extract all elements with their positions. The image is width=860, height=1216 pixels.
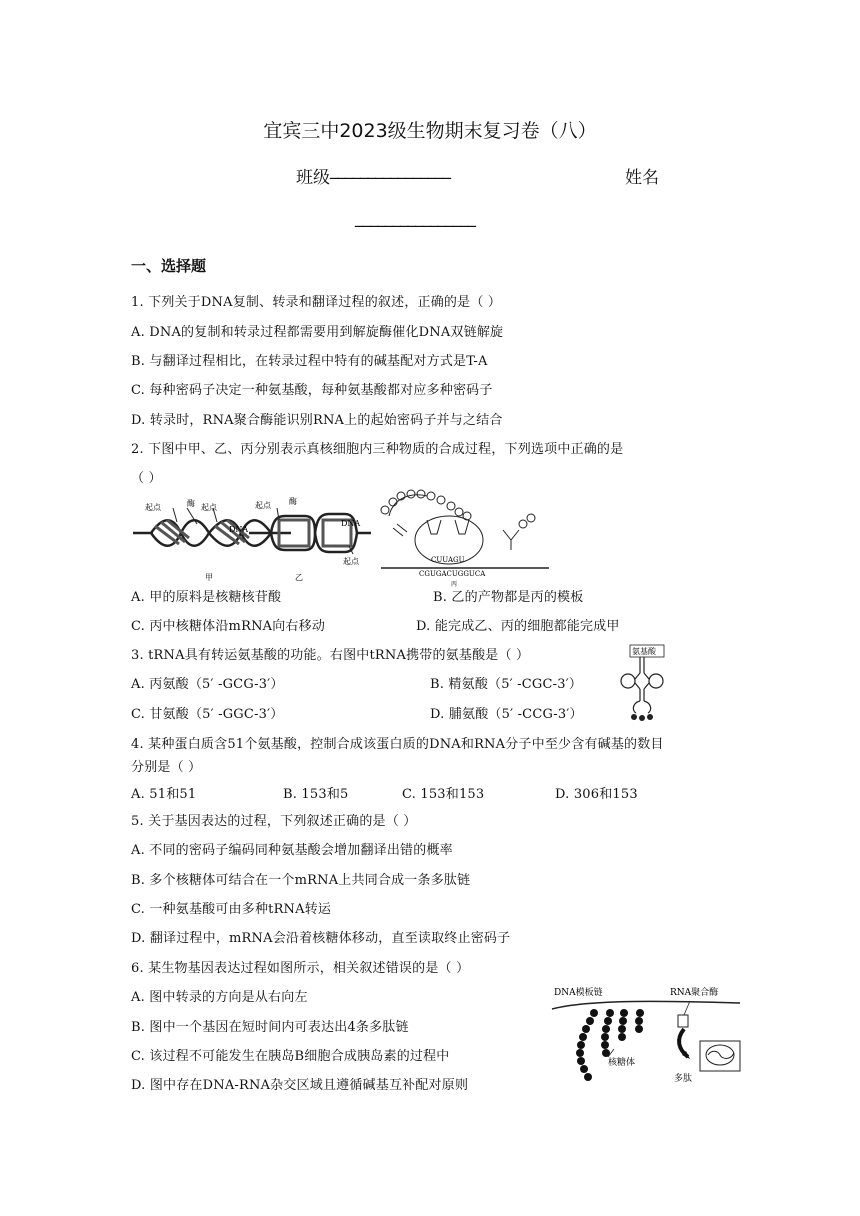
trna-figure — [618, 643, 668, 723]
q1-option-d: D. 转录时，RNA聚合酶能识别RNA上的起始密码子并与之结合 — [131, 413, 503, 428]
section-heading: 一、选择题 — [131, 257, 207, 275]
q1-stem: 1. 下列关于DNA复制、转录和翻译过程的叙述，正确的是（ ） — [131, 295, 502, 310]
class-blank: ________________ — [330, 160, 450, 180]
fig2-dna-label-1: DNA — [229, 525, 249, 534]
q1-option-a: A. DNA的复制和转录过程都需要用到解旋酶催化DNA双链解旋 — [131, 325, 504, 340]
ribosome-label: 核糖体 — [608, 1058, 636, 1068]
q3-option-c: C. 甘氨酸（5′ -GGC-3′） — [131, 707, 284, 722]
q2-option-a: A. 甲的原料是核糖核苷酸 — [131, 590, 282, 605]
translation-diagram — [381, 490, 549, 568]
fig2-bing-label: 丙 — [451, 581, 458, 588]
fig2-jia-label: 甲 — [205, 573, 213, 582]
q6-option-d: D. 图中存在DNA-RNA杂交区域且遵循碱基互补配对原则 — [131, 1078, 469, 1093]
class-label: 班级 — [296, 168, 330, 188]
q2-option-c: C. 丙中核糖体沿mRNA向右移动 — [131, 619, 326, 634]
page-title: 宜宾三中2023级生物期末复习卷（八） — [263, 120, 597, 142]
q6-option-b: B. 图中一个基因在短时间内可表达出4条多肽链 — [131, 1020, 409, 1035]
name-label: 姓名 — [625, 168, 659, 188]
q3-stem: 3. tRNA具有转运氨基酸的功能。右图中tRNA携带的氨基酸是（ ） — [131, 648, 530, 663]
q2-figure — [131, 488, 551, 588]
q4-option-b: B. 153和5 — [283, 787, 349, 802]
fig2-mei-label: 酶 — [187, 499, 195, 508]
q2-stem: 2. 下图中甲、乙、丙分别表示真核细胞内三种物质的合成过程，下列选项中正确的是 — [131, 442, 624, 457]
q5-option-d: D. 翻译过程中，mRNA会沿着核糖体移动，直至读取终止密码子 — [131, 931, 511, 946]
fig2-qidian-label-4: 起点 — [343, 557, 359, 566]
q6-option-c: C. 该过程不可能发生在胰岛B细胞合成胰岛素的过程中 — [131, 1049, 450, 1064]
q3-option-a: A. 丙氨酸（5′ -GCG-3′） — [131, 677, 284, 692]
q4-option-c: C. 153和153 — [402, 787, 485, 802]
replication-diagram — [133, 508, 291, 546]
q1-option-c: C. 每种密码子决定一种氨基酸，每种氨基酸都对应多种密码子 — [131, 383, 493, 398]
q3-option-b: B. 精氨酸（5′ -CGC-3′） — [430, 677, 583, 692]
dna-template-label: DNA模板链 — [554, 988, 603, 998]
q4-option-d: D. 306和153 — [555, 787, 638, 802]
q2-option-d: D. 能完成乙、丙的细胞都能完成甲 — [416, 619, 620, 634]
fig2-qidian-label-1: 起点 — [145, 503, 161, 512]
q6-stem: 6. 某生物基因表达过程如图所示，相关叙述错误的是（ ） — [131, 961, 470, 976]
q5-option-b: B. 多个核糖体可结合在一个mRNA上共同合成一条多肽链 — [131, 873, 471, 888]
q5-option-a: A. 不同的密码子编码同种氨基酸会增加翻译出错的概率 — [131, 843, 453, 858]
q6-option-a: A. 图中转录的方向是从右向左 — [131, 990, 308, 1005]
q2-stem-paren: （ ） — [131, 471, 162, 486]
name-blank: ________________ — [355, 208, 475, 228]
q4-stem: 4. 某种蛋白质含51个氨基酸，控制合成该蛋白质的DNA和RNA分子中至少含有碱基的数目 — [131, 737, 664, 752]
fig2-seq-bottom: CGUGACUGGUCA — [419, 570, 486, 578]
peptide-label: 多肽 — [674, 1074, 693, 1084]
fig2-qidian-label-2: 起点 — [201, 503, 217, 512]
q3-option-d: D. 脯氨酸（5′ -CCG-3′） — [430, 707, 583, 722]
rna-polymerase-label: RNA聚合酶 — [670, 988, 719, 998]
fig2-seq-top: CUUAGU — [431, 556, 465, 564]
q4-option-a: A. 51和51 — [131, 787, 197, 802]
trna-amino-acid-label: 氨基酸 — [632, 647, 656, 656]
fig2-yi-label: 乙 — [295, 573, 303, 582]
transcription-diagram — [249, 508, 371, 554]
fig2-qidian-label-3: 起点 — [255, 501, 271, 510]
q1-option-b: B. 与翻译过程相比，在转录过程中特有的碱基配对方式是T-A — [131, 354, 488, 369]
fig2-mei-label-2: 酶 — [289, 497, 297, 506]
fig2-dna-label-2: DNA — [341, 519, 361, 528]
gene-expression-figure — [550, 985, 750, 1097]
q5-stem: 5. 关于基因表达的过程，下列叙述正确的是（ ） — [131, 814, 417, 829]
q4-stem-cont: 分别是（ ） — [131, 760, 202, 775]
q2-option-b: B. 乙的产物都是丙的模板 — [433, 590, 584, 605]
q5-option-c: C. 一种氨基酸可由多种tRNA转运 — [131, 902, 332, 917]
